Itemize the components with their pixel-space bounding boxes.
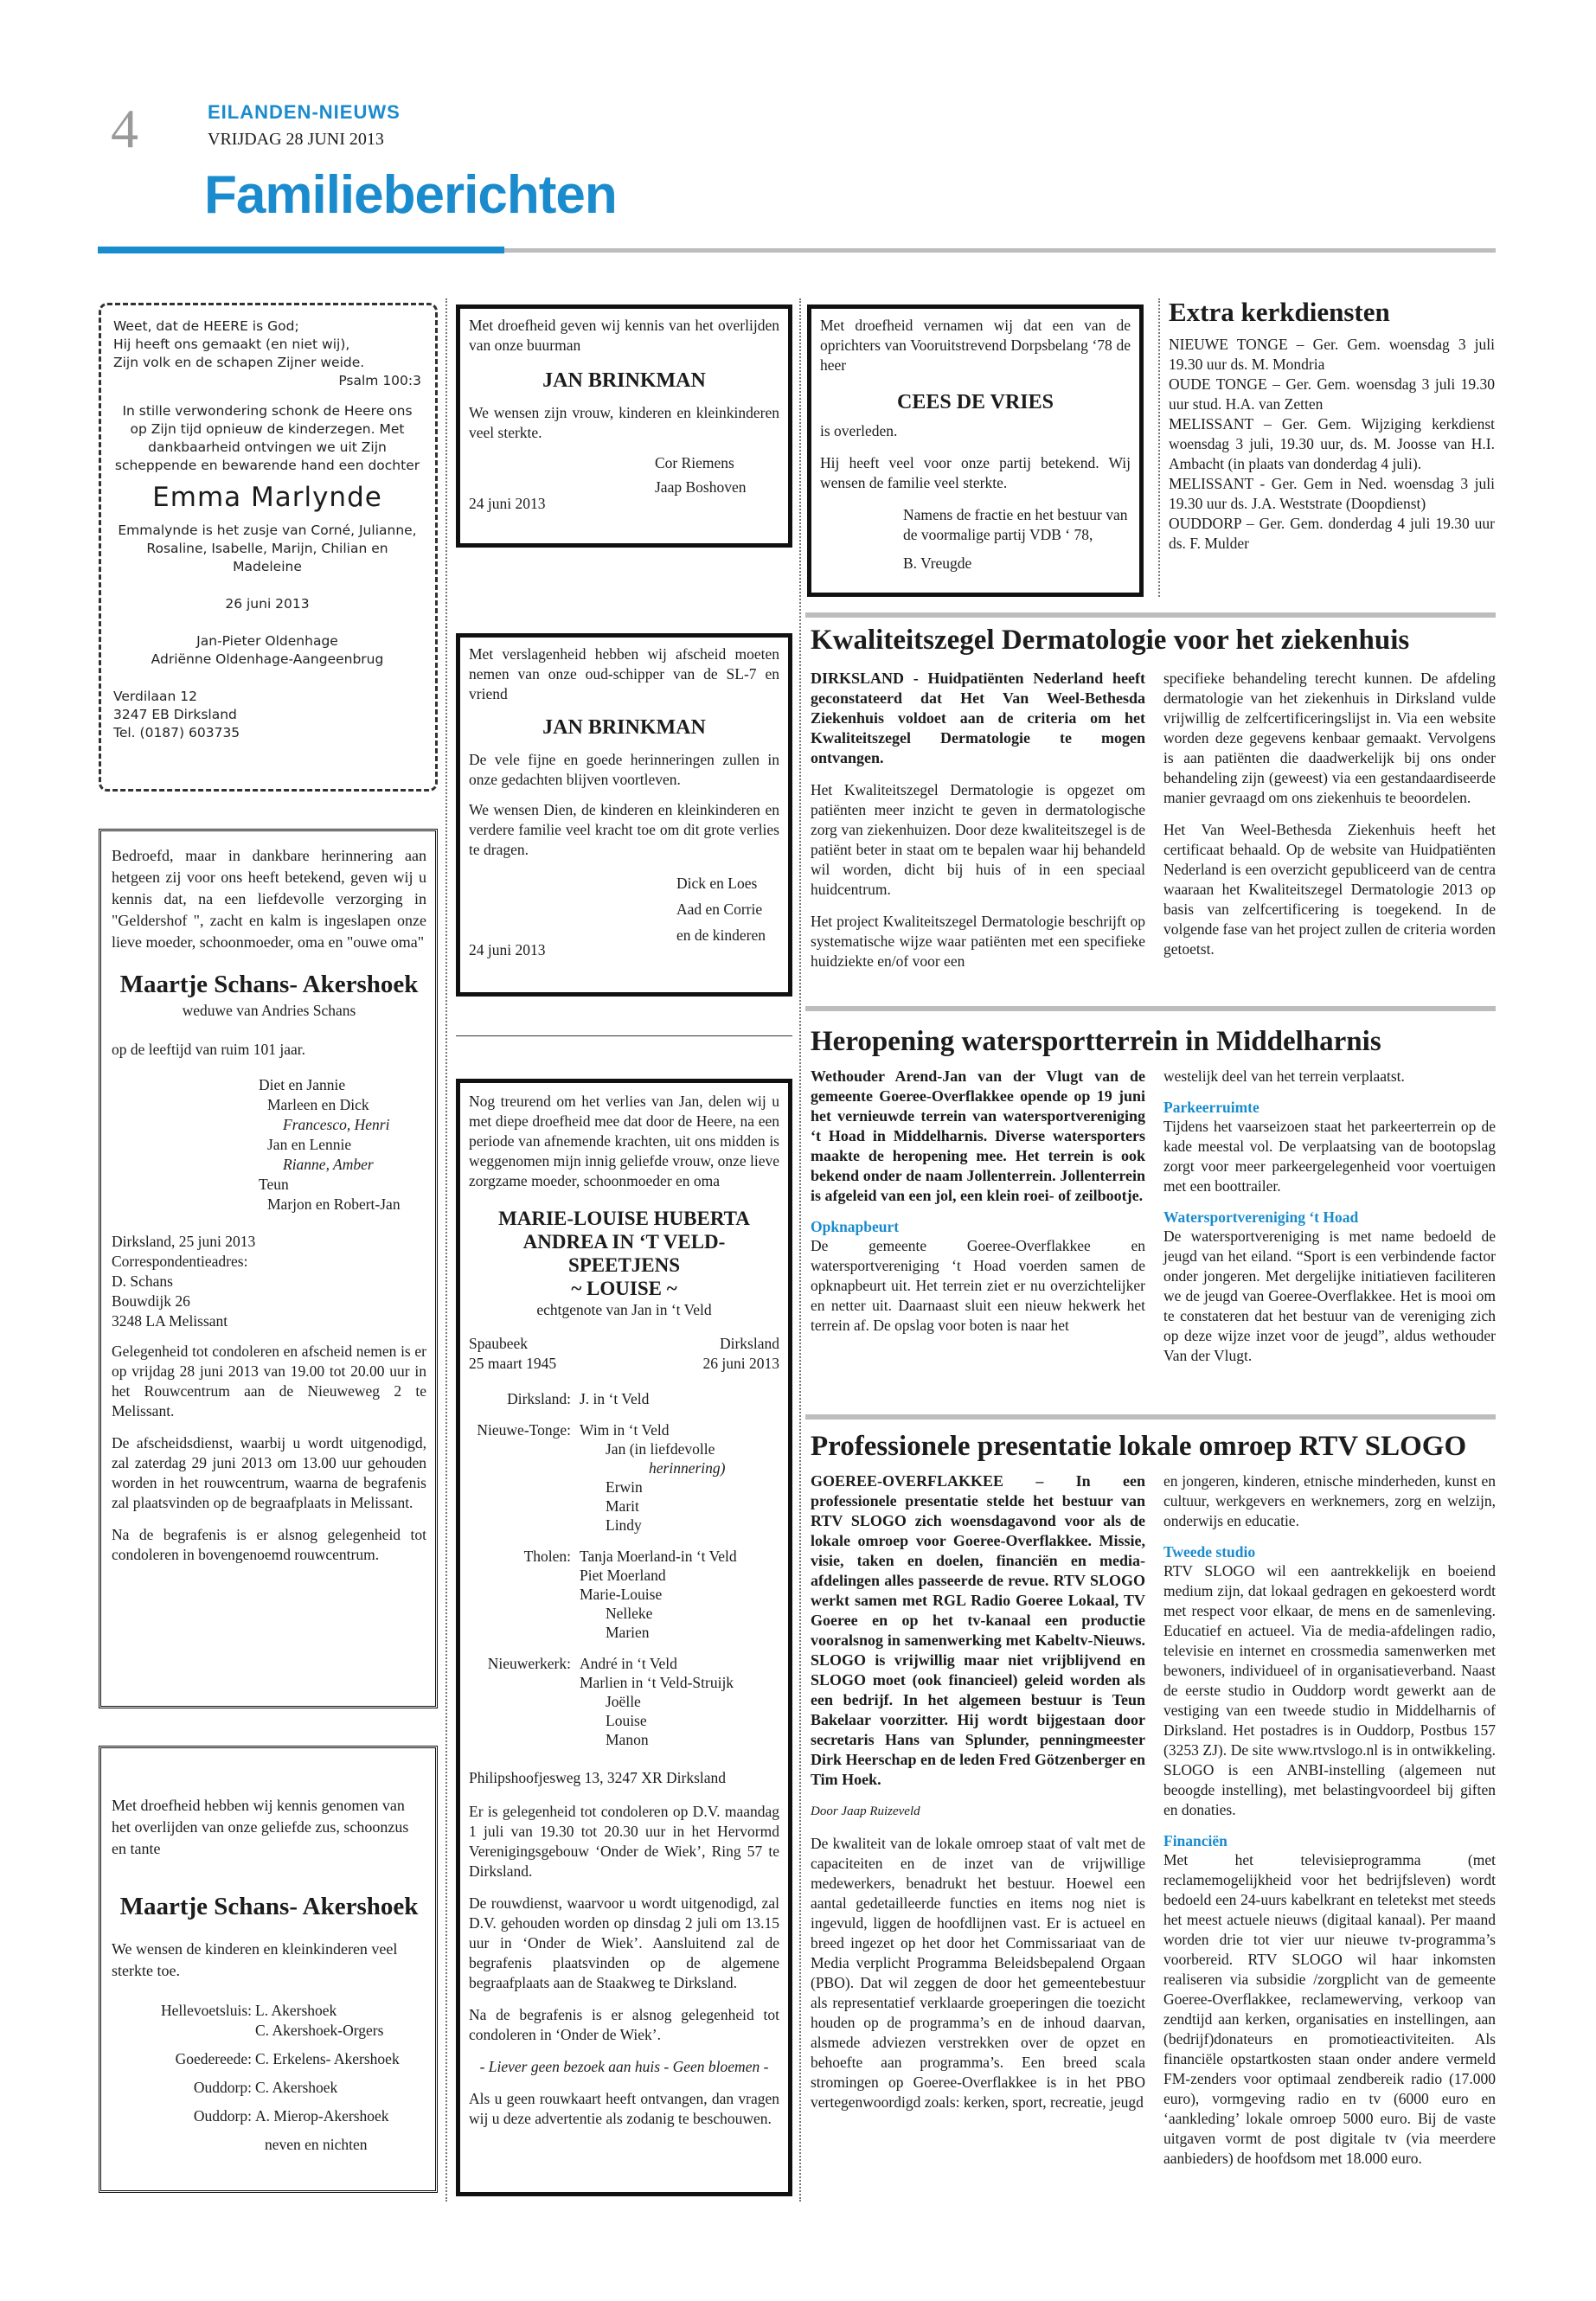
family-place xyxy=(469,1730,580,1749)
signature-line: Namens de fractie en het bestuur van de voormalige partij VDB ‘ 78, xyxy=(903,506,1128,543)
birth-place: Spaubeek xyxy=(469,1335,529,1352)
article-paragraph: De kwaliteit van de lokale omroep staat of valt met de capaciteiten en de inzet van de vrijwillige medewerkers, benadrukt het bestuur. Hoewel een aantal gedetailleerde functies en items nog niet is ingevuld, liggen de hoofdlijnen vast. Er is actueel en breed ingezet op het door het Commissariaat van de Media verplicht Programma Beleidsbepalend Orgaan (PBO). Dat wil zeggen de door het gemeentebestuur als representatief verklaarde groeperingen die toezicht houden op de programma’s en de inhoud daarvan, alsmede adviezen verstrekken over de opzet en behoefte aan programma’s. Een breed scala stromingen op Goeree-Overflakkee is in het PBO vertegenwoordigd zoals: kerken, sport, recreatie, jeugd xyxy=(811,1835,1145,2111)
obituary-intro: Met droefheid geven wij kennis van het overlijden van onze buurman xyxy=(469,317,779,354)
address-line: 3248 LA Melissant xyxy=(112,1312,228,1330)
family-member: Marien xyxy=(606,1624,650,1641)
family-member: Diet en Jannie xyxy=(259,1076,346,1093)
section-rule-blue xyxy=(98,247,504,253)
service-item: OUDE TONGE – Ger. Gem. woensdag 3 juli 19.30 uur stud. H.A. van Zetten xyxy=(1169,375,1495,413)
family-row xyxy=(469,1566,779,1585)
relative-row xyxy=(112,2049,426,2069)
obituary-de-vries xyxy=(807,304,1144,597)
church-services-list xyxy=(1169,335,1495,554)
address-line: 3247 EB Dirksland xyxy=(113,707,237,722)
family-member: herinnering) xyxy=(649,1459,726,1477)
service-item: MELISSANT - Ger. Gem in Ned. woensdag 3 juli 19.30 uur ds. J.A. Weststrate (Doopdienst) xyxy=(1169,475,1495,512)
wish-text: We wensen Dien, de kinderen en kleinkinderen en verdere familie veel kracht toe om dit grote verlies te dragen. xyxy=(469,801,779,858)
family-row xyxy=(469,1458,779,1477)
relative-row xyxy=(112,2001,426,2021)
family-member: Marie-Louise xyxy=(580,1586,663,1603)
card-note: Als u geen rouwkaart heeft ontvangen, dan vragen wij u deze advertentie als zodanig te beschouwen. xyxy=(469,2090,779,2127)
family-place xyxy=(469,1604,580,1623)
signature-name: B. Vreugde xyxy=(903,554,972,572)
article-byline: Door Jaap Ruizeveld xyxy=(811,1804,920,1818)
obituary-intro: Bedroefd, maar in dankbare herinnering aan hetgeen zij voor ons heeft betekend, geven wij u kennis dat, na een liefdevolle verzorging in "Geldershof ", zacht en kalm is ingeslapen onze lieve moeder, schoonmoeder, oma en "ouwe oma" xyxy=(112,847,426,951)
family-place xyxy=(469,1673,580,1692)
address-line: D. Schans xyxy=(112,1272,173,1290)
family-place xyxy=(469,1439,580,1458)
article-paragraph: en jongeren, kinderen, etnische minderheden, kunst en cultuur, werkgevers en werknemers, zorg en welzijn, onderwijs en educatie. xyxy=(1163,1472,1496,1529)
family-row xyxy=(469,1497,779,1516)
verse-line: Hij heeft ons gemaakt (en niet wij), xyxy=(113,336,350,352)
family-row xyxy=(469,1692,779,1711)
after-funeral-text: Na de begrafenis is er alsnog gelegenheid tot condoleren in ‘Onder de Wiek’. xyxy=(469,2006,779,2043)
article-dermatologie xyxy=(811,625,1496,984)
deceased-name: Maartje Schans- Akershoek xyxy=(119,1893,419,1920)
correspondence-label: Correspondentieadres: xyxy=(112,1253,248,1270)
passed-line: is overleden. xyxy=(820,422,898,439)
family-member: Jan (in liefdevolle xyxy=(606,1440,715,1458)
signer: en de kinderen xyxy=(676,926,766,944)
family-member: Erwin xyxy=(606,1478,643,1496)
family-member: Lindy xyxy=(606,1516,642,1534)
family-place xyxy=(469,1711,580,1730)
ad-top-rule xyxy=(456,1035,792,1036)
family-member: Francesco, Henri xyxy=(283,1116,390,1133)
death-place: Dirksland xyxy=(719,1335,779,1352)
signer: Dick en Loes xyxy=(676,875,758,892)
service-item: MELISSANT – Ger. Gem. Wijziging kerkdienst woensdag 3 juli, 19.30 uur, ds. M. Joosse van H.I. Ambacht (in plaats van donderdag 4 juli). xyxy=(1169,415,1495,472)
article-paragraph: specifieke behandeling terecht kunnen. De afdeling dermatologie van het ziekenhuis in Dirksland vulde vrijwillig de zelfcertificeringslijst in. Via een website worden deze gegevens kenbaar gemaakt. Vervolgens is aan patiënten die daadwerkelijk bij ons onder behandeling zijn (geweest) via een gestandaardiseerde manier gevraagd om ons ziekenhuis te beoordelen. xyxy=(1163,670,1496,806)
deceased-name: CEES DE VRIES xyxy=(897,391,1054,413)
parent-name: Jan-Pieter Oldenhage xyxy=(196,633,338,649)
family-member: Marit xyxy=(606,1497,639,1515)
birth-date: 25 maart 1945 xyxy=(469,1355,557,1372)
family-row xyxy=(469,1516,779,1535)
article-headline: Professionele presentatie lokale omroep RTV SLOGO xyxy=(811,1431,1467,1462)
church-services-title: Extra kerkdiensten xyxy=(1169,297,1390,327)
relative-place: Goedereede: xyxy=(175,2050,252,2067)
article-paragraph: Het Kwaliteitszegel Dermatologie is opgezet om patiënten meer inzicht te geven in dermatologische zorg van ziekenhuizen. Door deze kwaliteitszegel is de patiënt beter in staat om te bepalen waar hij behandeld wil worden, dicht bij huis of in een speciaal huidcentrum. xyxy=(811,781,1145,898)
family-member: Teun xyxy=(259,1176,289,1193)
verse-line: Zijn volk en de schapen Zijner weide. xyxy=(113,355,365,370)
address-line: Bouwdijk 26 xyxy=(112,1292,190,1310)
family-row xyxy=(469,1604,779,1623)
article-subheading: Watersportvereniging ‘t Hoad xyxy=(1163,1208,1359,1226)
family-member: André in ‘t Veld xyxy=(580,1655,677,1672)
article-lead: Wethouder Arend-Jan van der Vlugt van de gemeente Goeree-Overflakkee opende op 19 juni het vernieuwde terrein van watersportvereniging ‘t Hoad in Middelharnis. Diverse watersporters maakte de heropening mee. Het terrein is ook bekend onder de naam Jollenterrein. Jollenterrein is afgeleid van een jol, een klein roei- of zeilbootje. xyxy=(811,1067,1145,1204)
family-place: Dirksland: xyxy=(507,1390,571,1407)
wishes-note: - Liever geen bezoek aan huis - Geen bloemen - xyxy=(479,2058,769,2075)
birth-intro: In stille verwondering schonk de Heere ons op Zijn tijd opnieuw de kinderzegen. Met dankbaarheid ontvingen we uit Zijn scheppende en bewarende hand een dochter xyxy=(114,403,420,473)
condolence-text: Er is gelegenheid tot condoleren op D.V. maandag 1 juli van 19.30 tot 20.30 uur in het Hervormd Verenigingsgebouw ‘Onder de Wiek’, Ring 57 te Dirksland. xyxy=(469,1803,779,1880)
family-member: Wim in ‘t Veld xyxy=(580,1421,670,1439)
death-date: 26 juni 2013 xyxy=(702,1355,779,1372)
family-member: Nelleke xyxy=(606,1605,653,1622)
article-headline: Kwaliteitszegel Dermatologie voor het ziekenhuis xyxy=(811,625,1410,656)
family-place xyxy=(469,1566,580,1585)
obituary-brinkman-neighbours xyxy=(456,304,792,548)
article-headline: Heropening watersportterrein in Middelharnis xyxy=(811,1026,1381,1057)
family-place xyxy=(469,1585,580,1604)
address-line: Tel. (0187) 603735 xyxy=(113,725,240,740)
signer: Cor Riemens xyxy=(655,454,734,471)
column-separator xyxy=(799,298,801,2202)
relative-place: Hellevoetsluis: xyxy=(161,2002,252,2019)
article-paragraph: Het project Kwaliteitszegel Dermatologie beschrijft op systematische wijze waar patiënten met een specifieke huidziekte en/of voor een xyxy=(811,913,1145,970)
family-member: Marleen en Dick xyxy=(267,1096,369,1113)
family-row xyxy=(469,1477,779,1497)
obituary-in-t-veld xyxy=(456,1079,792,2196)
address-line: Verdilaan 12 xyxy=(113,689,197,704)
family-place xyxy=(469,1623,580,1642)
place-date: Dirksland, 25 juni 2013 xyxy=(112,1233,256,1250)
family-row xyxy=(469,1547,779,1566)
deceased-name: JAN BRINKMAN xyxy=(542,369,706,392)
family-row xyxy=(469,1673,779,1692)
name-line: ~ LOUISE ~ xyxy=(571,1278,677,1299)
obituary-date: 24 juni 2013 xyxy=(469,941,546,958)
deceased-name xyxy=(469,1207,779,1300)
baby-name: Emma Marlynde xyxy=(152,482,382,513)
article-watersport xyxy=(811,1026,1496,1378)
service-item: OUDDORP – Ger. Gem. donderdag 4 juli 19.30 uur ds. F. Mulder xyxy=(1169,515,1495,552)
birth-address xyxy=(113,688,421,742)
family-member: Joëlle xyxy=(606,1693,641,1710)
relative-row xyxy=(112,2021,426,2041)
article-paragraph: De watersportvereniging is met name bedoeld de jeugd van het eiland. “Sport is een verbindende factor onder jongeren. Met dergelijke initiatieven faciliteren we de jeugd van Goeree-Overflakkee. Het is mooi om te constateren dat het bestuur van de vereniging zich op deze wijze inzet voor de jeugd”, aldus wethouder Van der Vlugt. xyxy=(1163,1227,1496,1364)
article-paragraph: Het Van Weel-Bethesda Ziekenhuis heeft het certificaat behaald. Op de website van Huidpatiënten Nederland is een overzicht gepubliceerd van de centra waaraan het Kwaliteitszegel Dermatologie 2013 op basis van zelfcertificering is toegekend. In de volgende fase van het project zullen de criteria worden getoetst. xyxy=(1163,821,1496,958)
verse-line: Weet, dat de HEERE is God; xyxy=(113,318,299,334)
family-row xyxy=(469,1730,779,1749)
article-subheading: Financiën xyxy=(1163,1832,1227,1849)
life-dates xyxy=(469,1334,779,1374)
article-lead: DIRKSLAND - Huidpatiënten Nederland heeft geconstateerd dat Het Van Weel-Bethesda Ziekenhuis voldoet aan de criteria om het Kwaliteitszegel Dermatologie te mogen ontvangen. xyxy=(811,670,1145,766)
relative-name: A. Mierop-Akershoek xyxy=(255,2107,389,2125)
obituary-intro: Nog treurend om het verlies van Jan, delen wij u met diepe droefheid mee dat door de Heere, na een periode van afnemende krachten, uit ons midden is weggenomen mijn innig geliefde vrouw, onze lieve zorgzame moeder, schoonmoeder en oma xyxy=(469,1093,779,1189)
article-subheading: Tweede studio xyxy=(1163,1543,1256,1561)
funeral-text: De afscheidsdienst, waarbij u wordt uitgenodigd, zal zaterdag 29 juni 2013 om 13.00 uur gehouden worden in het rouwcentrum, waarna de begrafenis zal plaatsvinden op de begraafplaats in Melissant. xyxy=(112,1434,426,1511)
article-paragraph: RTV SLOGO wil een aantrekkelijk en boeiend medium zijn, dat lokaal gedragen en gekoesterd wordt met respect voor elkaar, de mens en de samenleving. Educatief en actueel. Via de media-afdelingen radio, televisie en internet en crossmedia samenwerken met bewoners, individueel of in organisatieverband. Naast de eerste studio in Ouddorp wordt gewerkt aan de vestiging van een tweede studio in Middelharnis of Dirksland. Het postadres is in Ouddorp, Postbus 157 (3253 ZJ). De site www.rtvslogo.nl is in ontwikkeling. SLOGO is een ANBI-instelling (algemeen nut beoogde instelling), met belastingvoordeel bij giften en donaties. xyxy=(1163,1562,1496,1818)
obituary-date: 24 juni 2013 xyxy=(469,495,546,512)
relative-name: L. Akershoek xyxy=(255,2002,337,2019)
obituary-intro: Met droefheid vernamen wij dat een van de oprichters van Vooruitstrevend Dorpsbelang ‘78 de heer xyxy=(820,317,1131,374)
home-address: Philipshoofjesweg 13, 3247 XR Dirksland xyxy=(469,1769,727,1786)
family-place xyxy=(469,1477,580,1497)
relative-place: Ouddorp: xyxy=(193,2079,252,2096)
article-paragraph: De gemeente Goeree-Overflakkee en watersportvereniging ‘t Hoad voerden samen de opknapbeurt uit. Het terrein ziet er nu overzichtelijker en netter uit. Daarnaast sluit een nieuw hekwerk het terrein af. De opslag voor boten is naar het xyxy=(811,1237,1145,1334)
wish-text: We wensen zijn vrouw, kinderen en kleinkinderen veel sterkte. xyxy=(469,404,779,441)
family-place: Nieuwe-Tonge: xyxy=(477,1421,571,1439)
family-member: J. in ‘t Veld xyxy=(580,1390,650,1407)
parent-name: Adriënne Oldenhage-Aangeenbrug xyxy=(151,651,384,667)
family-row xyxy=(469,1420,779,1439)
signer: Aad en Corrie xyxy=(676,901,763,918)
section-title: Familieberichten xyxy=(204,165,617,225)
service-item: NIEUWE TONGE – Ger. Gem. woensdag 3 juli 19.30 uur ds. M. Mondria xyxy=(1169,336,1495,373)
family-place: Nieuwerkerk: xyxy=(487,1655,571,1672)
obituary-schans-family xyxy=(99,829,438,1708)
article-subheading: Opknapbeurt xyxy=(811,1218,900,1235)
newspaper-logo: EILANDEN-NIEUWS xyxy=(208,101,401,123)
column-separator xyxy=(445,298,447,2202)
name-line: MARIE-LOUISE HUBERTA xyxy=(498,1208,750,1229)
article-lead: GOEREE-OVERFLAKKEE – In een professionele presentatie stelde het bestuur van RTV SLOGO zich woensdagavond voor als de lokale omroep voor Goeree-Overflakkee. Missie, visie, taken en doelen, financiën en media-afdelingen alles passeerde de revue. RTV SLOGO werkt samen met RGL Radio Goeree Lokaal, TV Goeree en op het tv-kanaal een productie vooralsnog in samenwerking met Kabeltv-Nieuws. SLOGO is vrijwillig maar niet vrijblijvend en SLOGO moet (ook financieel) geleid worden als een bedrijf. In het algemeen bestuur is Teun Bakelaar voorzitter. Hij wordt bijgestaan door secretaris Hans van Splunder, penningmeester Dirk Heerschap en de leden Fred Götzenberger en Tim Hoek. xyxy=(811,1472,1145,1788)
column-separator xyxy=(1158,298,1160,597)
name-line: ANDREA IN ‘T VELD-SPEETJENS xyxy=(522,1231,726,1276)
family-row xyxy=(469,1623,779,1642)
article-rule xyxy=(805,1006,1496,1011)
family-member: Tanja Moerland-in ‘t Veld xyxy=(580,1548,737,1565)
relative-place xyxy=(112,2021,255,2041)
page-number: 4 xyxy=(111,98,138,159)
article-paragraph: Tijdens het vaarseizoen staat het parkeerterrein op de kade meestal vol. De verplaatsing van de bootopslag zorgt voor meer parkeergelegenheid voor voertuigen met een boottrailer. xyxy=(1163,1118,1496,1195)
family-place xyxy=(469,1516,580,1535)
obituary-brinkman-friends xyxy=(456,633,792,997)
deceased-name: JAN BRINKMAN xyxy=(542,716,706,739)
widow-of: weduwe van Andries Schans xyxy=(182,1002,356,1019)
family-place xyxy=(469,1692,580,1711)
relative-name: C. Akershoek xyxy=(255,2079,338,2096)
family-row xyxy=(469,1711,779,1730)
family-place xyxy=(469,1497,580,1516)
closing-line: neven en nichten xyxy=(265,2136,368,2153)
issue-date: VRIJDAG 28 JUNI 2013 xyxy=(208,130,384,149)
relative-name: C. Erkelens- Akershoek xyxy=(255,2050,400,2067)
after-funeral-text: Na de begrafenis is er alsnog gelegenheid tot condoleren in bovengenoemd rouwcentrum. xyxy=(112,1526,426,1563)
spouse-line: echtgenote van Jan in ‘t Veld xyxy=(536,1301,712,1318)
article-subheading: Parkeerruimte xyxy=(1163,1099,1259,1116)
family-row xyxy=(469,1389,779,1408)
relative-row xyxy=(112,2078,426,2098)
relative-row xyxy=(112,2106,426,2126)
family-member: Marlien in ‘t Veld-Struijk xyxy=(580,1674,734,1691)
siblings-text: Emmalynde is het zusje van Corné, Julianne, Rosaline, Isabelle, Marijn, Chilian en Madeleine xyxy=(118,522,417,574)
funeral-text: De rouwdienst, waarvoor u wordt uitgenodigd, zal D.V. gehouden worden op dinsdag 2 juli om 13.15 uur in ‘Onder de Wiek’. Aansluitend zal de begrafenis plaatsvinden op de algemene begraafplaats aan de Staakweg te Dirksland. xyxy=(469,1894,779,1991)
church-services xyxy=(1169,297,1495,554)
family-member: Marjon en Robert-Jan xyxy=(267,1195,401,1213)
family-place: Tholen: xyxy=(523,1548,571,1565)
article-rule xyxy=(805,1414,1496,1420)
correspondence-address xyxy=(112,1272,426,1331)
family-list xyxy=(112,1075,426,1215)
family-member: Rianne, Amber xyxy=(283,1156,374,1173)
memory-text: De vele fijne en goede herinneringen zullen in onze gedachten blijven voortleven. xyxy=(469,751,779,788)
article-rule xyxy=(805,612,1496,618)
family-list xyxy=(469,1389,779,1749)
article-paragraph: westelijk deel van het terrein verplaatst. xyxy=(1163,1067,1405,1085)
relative-place: Ouddorp: xyxy=(193,2107,252,2125)
condolence-text: Gelegenheid tot condoleren en afscheid nemen is er op vrijdag 28 juni 2013 van 19.00 tot 20.00 uur in het Rouwcentrum aan de Nieuweweg 2 te Melissant. xyxy=(112,1343,426,1420)
relative-name: C. Akershoek-Orgers xyxy=(255,2022,384,2039)
age-line: op de leeftijd van ruim 101 jaar. xyxy=(112,1041,306,1058)
obituary-intro: Met verslagenheid hebben wij afscheid moeten nemen van onze oud-schipper van de SL-7 en vriend xyxy=(469,645,779,702)
relatives-list xyxy=(112,2001,426,2126)
article-paragraph: Met het televisieprogramma (met reclamemogelijkheid voor het bedrijfsleven) wordt bedoeld een 24-uurs kabelkrant en teletekst met steeds het meest actuele nieuws (digitaal kanaal). Per maand worden drie tot vier uur nieuwe tv-programma’s voorbereid. RTV SLOGO wil haar inkomsten realiseren via subsidie /zorgplicht van de gemeente Goeree-Overflakkee, reclamewerving, verkoop van zendtijd aan kerken, organisaties en instellingen, aan (bedrijf)donateurs en promotieactiviteiten. Als financiële opstartkosten staan onder andere vermeld FM-zenders voor optimaal zendbereik radio (17.000 euro), vormgeving radio en tv (6000 euro en ‘aankleding’ lokale omroep 5000 euro. Bij de vaste uitgaven vormt de post digitale tv (via meerdere aanbieders) de hoofdsom met 18.000 euro. xyxy=(1163,1851,1496,2167)
family-row xyxy=(469,1439,779,1458)
deceased-name: Maartje Schans- Akershoek xyxy=(119,971,419,998)
meaning-text: Hij heeft veel voor onze partij betekend. Wij wensen de familie veel sterkte. xyxy=(820,454,1131,491)
bible-verse xyxy=(113,317,421,390)
signer: Jaap Boshoven xyxy=(655,478,747,496)
birth-announcement xyxy=(99,303,438,792)
family-row xyxy=(469,1585,779,1604)
family-place xyxy=(469,1458,580,1477)
family-row xyxy=(469,1654,779,1673)
family-member: Jan en Lennie xyxy=(267,1136,352,1153)
verse-reference: Psalm 100:3 xyxy=(338,373,421,388)
obituary-intro: Met droefheid hebben wij kennis genomen van het overlijden van onze geliefde zus, schoonzus en tante xyxy=(112,1797,409,1857)
parents xyxy=(113,632,421,669)
family-member: Louise xyxy=(606,1712,647,1729)
family-member: Piet Moerland xyxy=(580,1567,666,1584)
obituary-schans-siblings xyxy=(99,1746,438,2193)
wish-text: We wensen de kinderen en kleinkinderen veel sterkte toe. xyxy=(112,1940,398,1979)
section-rule-grey xyxy=(504,248,1496,253)
article-rtv-slogo xyxy=(811,1431,1496,2181)
family-member: Manon xyxy=(606,1731,649,1748)
birth-date: 26 juni 2013 xyxy=(225,596,310,612)
